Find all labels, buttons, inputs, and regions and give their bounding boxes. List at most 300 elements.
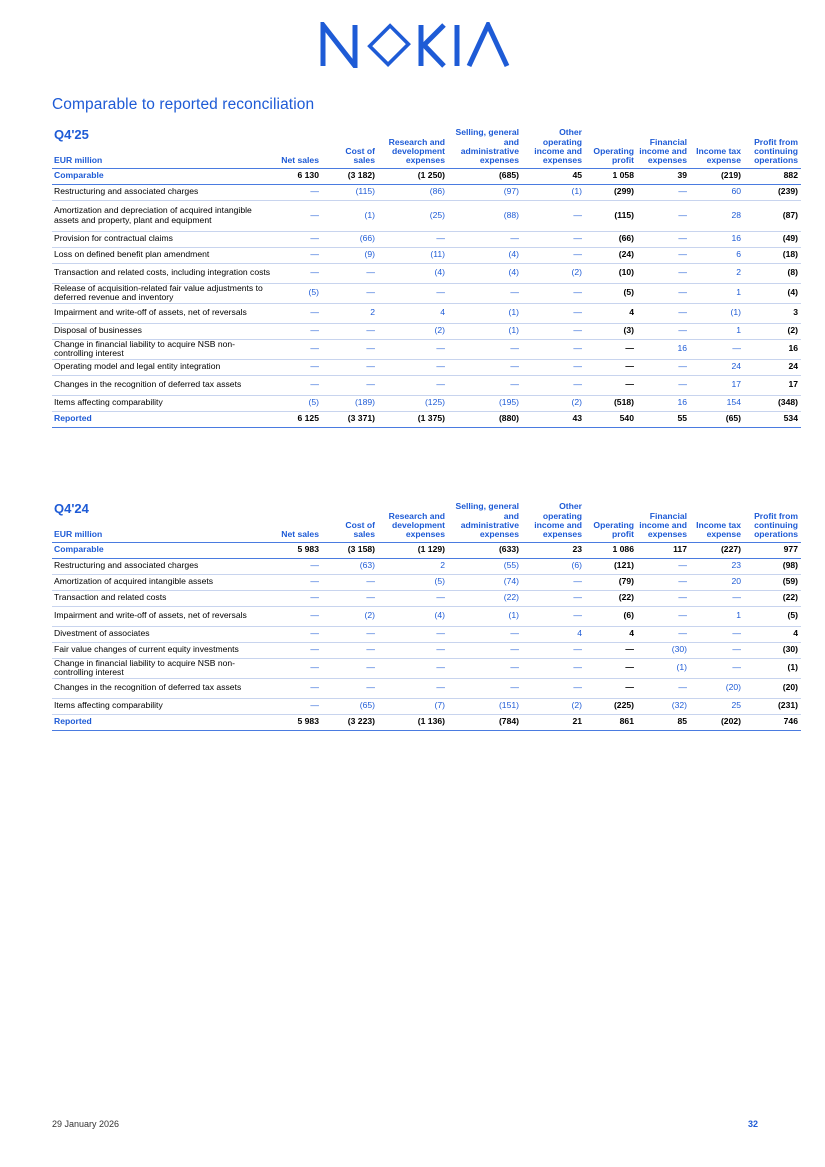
row-value: 25: [731, 700, 741, 711]
row-value: 6 130: [297, 170, 319, 181]
row-value: 85: [677, 716, 687, 727]
row-value: —: [366, 644, 375, 655]
row-value: —: [573, 307, 582, 318]
row-value: —: [678, 560, 687, 571]
table-row: [52, 678, 801, 698]
row-value: —: [573, 287, 582, 298]
row-value: (4): [787, 287, 798, 298]
row-value: 534: [783, 413, 798, 424]
row-value: —: [510, 379, 519, 390]
row-value: 540: [619, 413, 634, 424]
row-value: (225): [613, 700, 634, 711]
row-value: (239): [777, 186, 798, 197]
row-value: —: [573, 610, 582, 621]
row-value: (25): [429, 209, 445, 220]
row-label: Operating model and legal entity integration: [54, 361, 221, 372]
row-label: Comparable: [54, 544, 104, 555]
row-value: —: [366, 361, 375, 372]
table-row: [52, 263, 801, 283]
row-value: (880): [498, 413, 519, 424]
col-other-operating: Other operating income and expenses: [534, 127, 582, 166]
row-value: (88): [503, 209, 519, 220]
row-value: (3 158): [347, 544, 375, 555]
col-cost-of-sales: Cost of sales: [345, 145, 375, 166]
table-row: [52, 642, 801, 658]
row-value: —: [310, 662, 319, 673]
row-value: (30): [671, 644, 687, 655]
table-row: [52, 283, 801, 303]
row-value: (87): [782, 209, 798, 220]
row-value: (633): [498, 544, 519, 555]
row-value: (63): [359, 560, 375, 571]
row-value: (115): [614, 209, 634, 220]
row-value: —: [732, 644, 741, 655]
row-value: —: [678, 592, 687, 603]
table-header: [52, 124, 801, 168]
row-value: 23: [731, 560, 741, 571]
col-profit: Profit from continuing operations: [754, 136, 798, 166]
row-value: 1: [736, 325, 741, 336]
row-label: Items affecting comparability: [54, 700, 163, 711]
row-value: —: [436, 682, 445, 693]
row-value: —: [573, 592, 582, 603]
row-value: —: [310, 682, 319, 693]
row-value: —: [310, 700, 319, 711]
table-header: [52, 498, 801, 542]
row-value: (1 375): [417, 413, 445, 424]
row-value: (32): [671, 700, 687, 711]
row-value: —: [678, 325, 687, 336]
row-label: Comparable: [54, 170, 104, 181]
row-value: 1 086: [612, 544, 634, 555]
row-value: 4: [629, 307, 634, 318]
row-value: —: [573, 682, 582, 693]
row-value: —: [573, 576, 582, 587]
row-value: (1 136): [417, 716, 445, 727]
row-value: —: [573, 379, 582, 390]
row-value: (121): [613, 560, 634, 571]
row-value: —: [678, 186, 687, 197]
table-row: [52, 395, 801, 411]
row-value: 1: [736, 610, 741, 621]
row-value: (6): [623, 610, 634, 621]
row-value: 21: [572, 716, 582, 727]
row-value: —: [510, 662, 519, 673]
row-value: —: [732, 662, 741, 673]
row-value: (7): [434, 700, 445, 711]
row-value: 1 058: [612, 170, 634, 181]
row-value: (5): [434, 576, 445, 587]
row-value: 28: [731, 209, 741, 220]
row-value: (79): [618, 576, 634, 587]
row-value: —: [573, 325, 582, 336]
row-label: Fair value changes of current equity investments: [54, 644, 239, 655]
row-value: —: [436, 287, 445, 298]
row-value: 39: [677, 170, 687, 181]
row-value: (1): [364, 209, 375, 220]
row-value: —: [366, 343, 375, 354]
row-value: —: [510, 343, 519, 354]
row-value: —: [436, 379, 445, 390]
table-row: [52, 626, 801, 642]
row-value: (4): [434, 610, 445, 621]
row-value: (59): [782, 576, 798, 587]
row-value: 16: [788, 343, 798, 354]
row-value: 2: [370, 307, 375, 318]
period-title: Q4'25: [54, 127, 89, 143]
row-label: Impairment and write-off of assets, net of reversals: [54, 307, 247, 318]
row-value: —: [732, 628, 741, 639]
row-label: Changes in the recognition of deferred tax assets: [54, 379, 242, 390]
row-value: —: [310, 267, 319, 278]
row-value: 43: [572, 413, 582, 424]
row-label: Disposal of businesses: [54, 325, 142, 336]
row-value: —: [732, 343, 741, 354]
row-value: —: [436, 233, 445, 244]
row-value: —: [510, 644, 519, 655]
row-value: (65): [725, 413, 741, 424]
row-value: —: [366, 576, 375, 587]
row-value: (1 129): [417, 544, 445, 555]
period-title: Q4'24: [54, 501, 89, 517]
row-label: Items affecting comparability: [54, 397, 163, 408]
page-heading: Comparable to reported reconciliation: [52, 96, 315, 113]
row-value: —: [366, 379, 375, 390]
col-sga: Selling, general and administrative expenses: [455, 127, 519, 166]
row-value: —: [625, 662, 634, 673]
row-value: —: [436, 361, 445, 372]
row-label: Reported: [54, 716, 92, 727]
row-value: 17: [731, 379, 741, 390]
row-value: —: [366, 628, 375, 639]
row-label: Amortization of acquired intangible assets: [54, 576, 214, 587]
row-value: —: [366, 662, 375, 673]
row-value: (219): [720, 170, 741, 181]
col-rnd: Research and development expenses: [388, 510, 445, 540]
row-label: Amortization and depreciation of acquired intangible assets and property, plant and equipment: [54, 205, 252, 225]
table-row: [52, 698, 801, 714]
row-value: (74): [503, 576, 519, 587]
row-value: —: [678, 610, 687, 621]
col-profit: Profit from continuing operations: [754, 510, 798, 540]
row-value: —: [678, 233, 687, 244]
row-value: (20): [725, 682, 741, 693]
row-value: 23: [572, 544, 582, 555]
row-value: 977: [783, 544, 798, 555]
row-value: —: [310, 576, 319, 587]
row-value: (4): [434, 267, 445, 278]
row-value: 4: [440, 307, 445, 318]
row-value: (348): [777, 397, 798, 408]
footer-date: 29 January 2026: [52, 1119, 120, 1129]
row-value: —: [366, 682, 375, 693]
row-value: (231): [777, 700, 798, 711]
row-value: —: [678, 628, 687, 639]
col-operating-profit: Operating profit: [593, 519, 634, 540]
row-value: 861: [619, 716, 634, 727]
row-value: —: [436, 628, 445, 639]
row-value: —: [310, 343, 319, 354]
row-value: (20): [782, 682, 798, 693]
row-value: (22): [618, 592, 634, 603]
row-value: (11): [430, 249, 445, 260]
row-value: (30): [782, 644, 798, 655]
row-value: (3 182): [347, 170, 375, 181]
row-value: (1 250): [417, 170, 445, 181]
col-sga: Selling, general and administrative expenses: [455, 501, 519, 540]
table-row: [52, 590, 801, 606]
row-value: (97): [503, 186, 519, 197]
row-value: —: [510, 628, 519, 639]
table-row: [52, 714, 801, 730]
row-value: —: [366, 592, 375, 603]
row-value: (195): [498, 397, 519, 408]
row-value: (227): [720, 544, 741, 555]
row-label: Impairment and write-off of assets, net of reversals: [54, 610, 247, 621]
unit-label: EUR million: [54, 529, 103, 540]
table-row: [52, 574, 801, 590]
row-value: —: [310, 379, 319, 390]
row-value: (2): [571, 267, 582, 278]
row-value: —: [310, 610, 319, 621]
row-value: —: [678, 682, 687, 693]
row-value: (4): [508, 249, 519, 260]
row-value: —: [678, 209, 687, 220]
table-row: [52, 303, 801, 323]
row-value: (22): [782, 592, 798, 603]
row-value: —: [573, 361, 582, 372]
col-net-sales: Net sales: [281, 155, 319, 166]
row-value: (5): [787, 610, 798, 621]
row-value: (784): [498, 716, 519, 727]
table-row: [52, 247, 801, 263]
table-row: [52, 168, 801, 184]
row-value: —: [366, 287, 375, 298]
row-value: 154: [726, 397, 741, 408]
row-value: —: [310, 307, 319, 318]
col-financial: Financial income and expenses: [639, 510, 687, 540]
row-value: (2): [787, 325, 798, 336]
row-value: (2): [571, 700, 582, 711]
row-value: —: [678, 287, 687, 298]
row-value: (518): [613, 397, 634, 408]
row-value: 45: [572, 170, 582, 181]
row-value: 16: [677, 343, 687, 354]
row-value: (55): [503, 560, 519, 571]
row-value: 746: [783, 716, 798, 727]
col-income-tax: Income tax expense: [696, 145, 741, 166]
row-value: 16: [731, 233, 741, 244]
row-value: —: [310, 186, 319, 197]
row-label: Restructuring and associated charges: [54, 186, 199, 197]
row-value: 117: [673, 544, 687, 555]
row-value: —: [573, 209, 582, 220]
row-value: (1): [571, 186, 582, 197]
row-label: Transaction and related costs, including integration costs: [54, 267, 271, 278]
row-value: —: [510, 233, 519, 244]
row-value: (1): [508, 307, 519, 318]
col-financial: Financial income and expenses: [639, 136, 687, 166]
row-value: —: [310, 592, 319, 603]
row-value: (24): [618, 249, 634, 260]
table-row: [52, 359, 801, 375]
table-row: [52, 558, 801, 574]
nokia-logo: [320, 22, 512, 68]
col-operating-profit: Operating profit: [593, 145, 634, 166]
row-value: (125): [424, 397, 445, 408]
q425-table: [52, 124, 801, 428]
row-value: 3: [793, 307, 798, 318]
row-value: (98): [782, 560, 798, 571]
row-value: (5): [623, 287, 634, 298]
row-value: 16: [677, 397, 687, 408]
row-label: Changes in the recognition of deferred tax assets: [54, 682, 242, 693]
table-row: [52, 411, 801, 427]
q424-table: [52, 498, 801, 731]
row-value: —: [573, 644, 582, 655]
row-value: (2): [571, 397, 582, 408]
row-value: (115): [355, 186, 375, 197]
row-label: Release of acquisition-related fair value adjustments to deferred revenue and inventory: [54, 282, 263, 302]
table-row: [52, 231, 801, 247]
row-value: —: [573, 249, 582, 260]
row-value: 20: [731, 576, 741, 587]
table-row: [52, 184, 801, 200]
unit-label: EUR million: [54, 155, 103, 166]
row-value: —: [436, 343, 445, 354]
row-value: (2): [434, 325, 445, 336]
row-value: (151): [498, 700, 519, 711]
table-row: [52, 375, 801, 395]
row-value: (189): [354, 397, 375, 408]
table-row: [52, 200, 801, 231]
row-value: 882: [783, 170, 798, 181]
row-value: (66): [359, 233, 375, 244]
col-net-sales: Net sales: [281, 529, 319, 540]
row-value: —: [366, 325, 375, 336]
row-value: (1): [787, 662, 798, 673]
row-label: Change in financial liability to acquire NSB non-controlling interest: [54, 657, 236, 677]
row-value: 24: [731, 361, 741, 372]
row-value: 5 983: [297, 716, 319, 727]
row-value: (3 371): [347, 413, 375, 424]
row-value: —: [625, 682, 634, 693]
row-value: —: [625, 379, 634, 390]
row-label: Loss on defined benefit plan amendment: [54, 249, 210, 260]
row-value: (685): [498, 170, 519, 181]
row-value: 55: [677, 413, 687, 424]
row-value: (1): [676, 662, 687, 673]
row-value: (5): [308, 287, 319, 298]
row-value: (2): [364, 610, 375, 621]
row-value: —: [732, 592, 741, 603]
row-label: Provision for contractual claims: [54, 233, 173, 244]
row-value: —: [310, 325, 319, 336]
row-value: 4: [793, 628, 798, 639]
row-value: (202): [720, 716, 741, 727]
row-value: —: [573, 233, 582, 244]
table-row: [52, 323, 801, 339]
row-value: (3): [623, 325, 634, 336]
row-value: —: [510, 361, 519, 372]
col-income-tax: Income tax expense: [696, 519, 741, 540]
row-value: —: [678, 249, 687, 260]
row-value: —: [310, 628, 319, 639]
col-rnd: Research and development expenses: [388, 136, 445, 166]
row-value: —: [678, 361, 687, 372]
row-value: (22): [503, 592, 519, 603]
row-value: 24: [788, 361, 798, 372]
row-value: (1): [730, 307, 741, 318]
row-label: Reported: [54, 413, 92, 424]
row-value: (8): [787, 267, 798, 278]
row-value: 6: [736, 249, 741, 260]
row-value: —: [436, 592, 445, 603]
table-row: [52, 606, 801, 626]
row-value: (9): [364, 249, 375, 260]
row-value: —: [436, 644, 445, 655]
row-value: 6 125: [297, 413, 319, 424]
row-value: 2: [736, 267, 741, 278]
row-value: —: [510, 287, 519, 298]
row-value: 17: [788, 379, 798, 390]
row-value: —: [678, 576, 687, 587]
row-value: 5 983: [297, 544, 319, 555]
period-header: [52, 124, 274, 168]
col-other-operating: Other operating income and expenses: [534, 501, 582, 540]
row-value: —: [573, 343, 582, 354]
row-value: (66): [618, 233, 634, 244]
row-value: 4: [577, 628, 582, 639]
logo-text: NOKIA: [320, 22, 324, 23]
row-value: (65): [359, 700, 375, 711]
row-value: —: [678, 267, 687, 278]
row-value: —: [678, 379, 687, 390]
period-header: [52, 498, 274, 542]
table-row: [52, 658, 801, 678]
row-value: (49): [782, 233, 798, 244]
row-value: —: [310, 560, 319, 571]
row-value: —: [310, 209, 319, 220]
table-row: [52, 542, 801, 558]
row-value: (1): [508, 610, 519, 621]
row-value: (3 223): [347, 716, 375, 727]
row-value: (1): [508, 325, 519, 336]
row-value: 2: [440, 560, 445, 571]
page-number: 32: [748, 1119, 759, 1129]
row-label: Change in financial liability to acquire NSB non-controlling interest: [54, 338, 236, 358]
row-value: 1: [736, 287, 741, 298]
row-value: —: [678, 307, 687, 318]
row-value: —: [625, 644, 634, 655]
row-value: 4: [629, 628, 634, 639]
row-value: —: [310, 233, 319, 244]
row-value: —: [625, 343, 634, 354]
row-value: (86): [429, 186, 445, 197]
row-label: Divestment of associates: [54, 628, 150, 639]
row-value: —: [510, 682, 519, 693]
row-value: —: [366, 267, 375, 278]
row-value: —: [310, 644, 319, 655]
row-value: (4): [508, 267, 519, 278]
table-row: [52, 339, 801, 359]
row-value: (6): [571, 560, 582, 571]
row-value: —: [310, 249, 319, 260]
row-value: (299): [613, 186, 634, 197]
row-value: —: [310, 361, 319, 372]
row-value: 60: [731, 186, 741, 197]
col-cost-of-sales: Cost of sales: [345, 519, 375, 540]
